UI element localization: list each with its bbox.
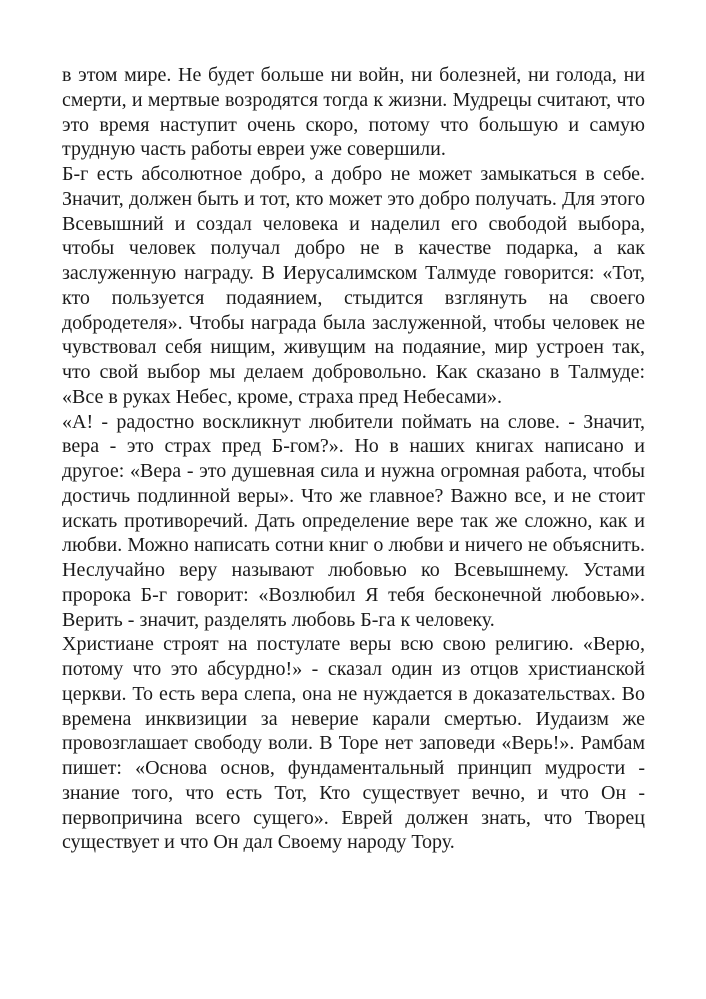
paragraph-absolute-good: Б-г есть абсолютное добро, а добро не может замыкаться в себе. Значит, должен быть и тот, кто может это добро получать. Для этого Всевышний и создал человека и наделил его свободой выбора, чтобы человек получал добро не в качестве подарка, а как заслуженную награду. В Иерусалимском Талмуде говорится: «Тот, кто пользуется подаянием, стыдится взглянуть на своего добродетеля». Чтобы награда была заслуженной, чтобы человек не чувствовал себя нищим, живущим на подаяние, мир устроен так, что свой выбор мы делаем добровольно. Как сказано в Талмуде: «Все в руках Небес, кроме, страха пред Небесами». [62, 163, 645, 408]
paragraph-world-to-come: в этом мире. Не будет больше ни войн, ни болезней, ни голода, ни смерти, и мертвые возродятся тогда к жизни. Мудрецы считают, что это время наступит очень скоро, потому что большую и самую трудную часть работы евреи уже совершили. [62, 64, 645, 161]
paragraph-christians-postulate: Христиане строят на постулате веры всю свою религию. «Верю, потому что это абсурдно!» - сказал один из отцов христианской церкви. То есть вера слепа, она не нуждается в доказательствах. Во времена инквизиции за неверие карали смертью. Иудаизм же провозглашает свободу воли. В Торе нет заповеди «Верь!». Рамбам пишет: «Основа основ, фундаментальный принцип мудрости - знание того, что есть Тот, Кто существует вечно, и что Он - первопричина всего сущего». Еврей должен знать, что Творец существует и что Он дал Своему народу Тору. [62, 633, 645, 854]
paragraph-faith-definition: «А! - радостно воскликнут любители поймать на слове. - Значит, вера - это страх пред Б-гом?». Но в наших книгах написано и другое: «Вера - это душевная сила и нужна огромная работа, чтобы достичь подлинной веры». Что же главное? Важно все, и не стоит искать противоречий. Дать определение вере так же сложно, как и любви. Можно написать сотни книг о любви и ничего не объяснить. Неслучайно веру называют любовью ко Всевышнему. Устами пророка Б-г говорит: «Возлюбил Я тебя бесконечной любовью». Верить - значит, разделять любовь Б-га к человеку. [62, 410, 645, 631]
